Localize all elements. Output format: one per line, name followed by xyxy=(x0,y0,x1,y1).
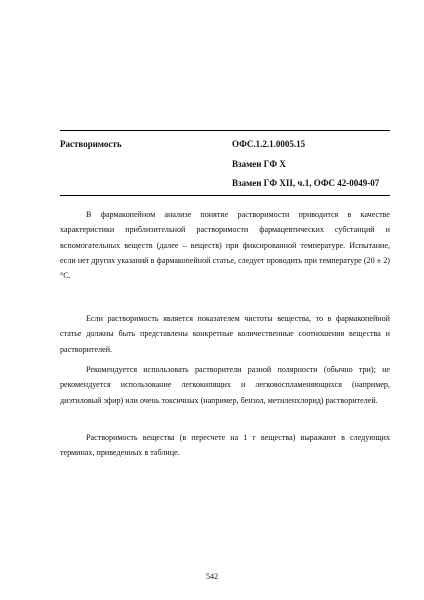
section-title: Растворимость xyxy=(60,139,122,149)
paragraph-terms: Растворимость вещества (в пересчете на 1 г вещества) выражают в следующих терминах, приведенных в таблице. xyxy=(60,433,390,458)
header-top-rule xyxy=(60,130,390,131)
page-number: 542 xyxy=(206,572,218,581)
replaces-line-1: Взамен ГФ X xyxy=(232,159,286,169)
paragraph-solvents: Рекомендуется использовать растворители разной полярности (обычно три); не рекомендуется использование легкокипящих и легковоспламеняющихся (например, диэтиловый эфир) или очень токсичных (например, бензол, метиленхлорид) растворителей. xyxy=(60,365,390,405)
paragraph-definition: В фармакопейном анализе понятие растворимости приводится в качестве характеристики приблизительной растворимости фармацевтических субстанций и вспомогательных веществ (далее – веществ) при фиксированной температуре. Испытание, если нет других указаний в фармакопейной статье, следует проводить при температуре (20 ± 2) °С. xyxy=(60,210,390,281)
replaces-line-2: Взамен ГФ XII, ч.1, ОФС 42-0049-07 xyxy=(232,178,380,188)
document-code: ОФС.1.2.1.0005.15 xyxy=(232,139,306,149)
paragraph-purity: Если растворимость является показателем чистоты вещества, то в фармакопейной статье должны быть представлены конкретные количественные соотношения вещества и растворителей. xyxy=(60,314,390,354)
header-bottom-rule xyxy=(60,195,390,196)
